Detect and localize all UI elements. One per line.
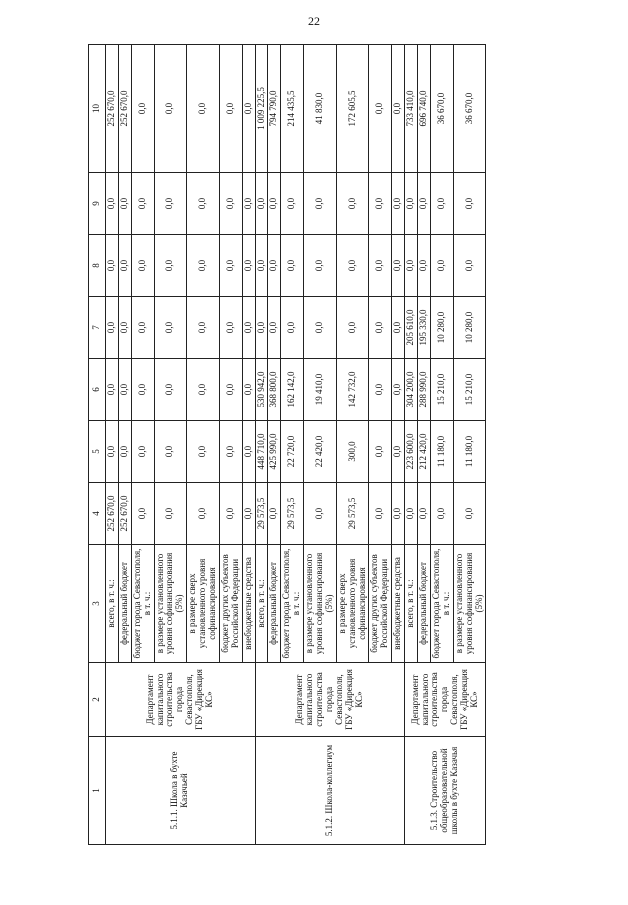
amount-cell: 0,0 <box>106 297 119 359</box>
amount-cell: 0,0 <box>154 297 187 359</box>
amount-cell: 15 210,0 <box>453 359 486 421</box>
amount-cell: 0,0 <box>304 483 337 545</box>
amount-cell: 0,0 <box>430 483 453 545</box>
amount-cell: 0,0 <box>187 45 220 173</box>
amount-cell: 0,0 <box>219 173 242 235</box>
amount-cell: 0,0 <box>219 421 242 483</box>
amount-cell: 0,0 <box>304 297 337 359</box>
amount-cell: 252 670,0 <box>106 483 119 545</box>
amount-cell: 11 180,0 <box>453 421 486 483</box>
amount-cell: 0,0 <box>106 359 119 421</box>
amount-cell: 0,0 <box>304 173 337 235</box>
amount-cell: 0,0 <box>268 235 281 297</box>
amount-cell: 0,0 <box>392 235 405 297</box>
col-header: 5 <box>89 421 106 483</box>
amount-cell: 0,0 <box>268 483 281 545</box>
amount-cell: 162 142,0 <box>281 359 304 421</box>
amount-cell: 0,0 <box>219 45 242 173</box>
amount-cell: 0,0 <box>242 235 255 297</box>
amount-cell: 0,0 <box>392 359 405 421</box>
funding-source-cell: в размере установленного уровня софинансирования (5%) <box>304 545 337 663</box>
amount-cell: 530 942,0 <box>255 359 268 421</box>
amount-cell: 0,0 <box>242 173 255 235</box>
amount-cell: 19 410,0 <box>304 359 337 421</box>
amount-cell: 223 600,0 <box>405 421 418 483</box>
table-row <box>255 45 268 845</box>
amount-cell: 0,0 <box>131 297 154 359</box>
amount-cell: 0,0 <box>219 297 242 359</box>
amount-cell: 0,0 <box>392 421 405 483</box>
amount-cell: 0,0 <box>154 173 187 235</box>
amount-cell: 0,0 <box>131 359 154 421</box>
funding-source-cell: в размере установленного уровня софинансирования (5%) <box>154 545 187 663</box>
funding-source-cell: федеральный бюджет <box>268 545 281 663</box>
amount-cell: 0,0 <box>430 235 453 297</box>
amount-cell: 0,0 <box>369 173 392 235</box>
amount-cell: 0,0 <box>154 421 187 483</box>
amount-cell: 0,0 <box>118 421 131 483</box>
funding-source-cell: бюджет других субъектов Российской Федерации <box>219 545 242 663</box>
col-header: 3 <box>89 545 106 663</box>
amount-cell: 0,0 <box>154 483 187 545</box>
amount-cell: 41 830,0 <box>304 45 337 173</box>
amount-cell: 0,0 <box>242 45 255 173</box>
amount-cell: 0,0 <box>131 421 154 483</box>
amount-cell: 0,0 <box>187 297 220 359</box>
amount-cell: 368 800,0 <box>268 359 281 421</box>
funding-source-cell: всего, в т. ч.: <box>255 545 268 663</box>
amount-cell: 0,0 <box>131 483 154 545</box>
amount-cell: 252 670,0 <box>106 45 119 173</box>
amount-cell: 11 180,0 <box>430 421 453 483</box>
amount-cell: 0,0 <box>268 173 281 235</box>
amount-cell: 0,0 <box>268 297 281 359</box>
amount-cell: 0,0 <box>255 297 268 359</box>
amount-cell: 0,0 <box>405 173 418 235</box>
amount-cell: 0,0 <box>219 235 242 297</box>
amount-cell: 0,0 <box>219 359 242 421</box>
amount-cell: 304 200,0 <box>405 359 418 421</box>
col-header: 8 <box>89 235 106 297</box>
amount-cell: 0,0 <box>369 235 392 297</box>
rotated-table-wrapper <box>88 45 558 845</box>
amount-cell: 794 790,0 <box>268 45 281 173</box>
col-header: 4 <box>89 483 106 545</box>
amount-cell: 252 670,0 <box>118 483 131 545</box>
funding-source-cell: всего, в т. ч.: <box>405 545 418 663</box>
col-header: 2 <box>89 663 106 737</box>
col-header: 9 <box>89 173 106 235</box>
col-header: 7 <box>89 297 106 359</box>
amount-cell: 29 573,5 <box>281 483 304 545</box>
amount-cell: 1 009 225,5 <box>255 45 268 173</box>
funding-source-cell: бюджет города Севастополя, в т. ч.: <box>430 545 453 663</box>
amount-cell: 205 610,0 <box>405 297 418 359</box>
amount-cell: 0,0 <box>187 421 220 483</box>
amount-cell: 22 720,0 <box>281 421 304 483</box>
amount-cell: 0,0 <box>242 421 255 483</box>
budget-table <box>88 44 486 845</box>
amount-cell: 0,0 <box>255 173 268 235</box>
amount-cell: 0,0 <box>392 45 405 173</box>
funding-source-cell: внебюджетные средства <box>392 545 405 663</box>
amount-cell: 0,0 <box>369 45 392 173</box>
amount-cell: 22 420,0 <box>304 421 337 483</box>
amount-cell: 0,0 <box>281 235 304 297</box>
amount-cell: 10 280,0 <box>453 297 486 359</box>
amount-cell: 214 435,5 <box>281 45 304 173</box>
amount-cell: 0,0 <box>187 235 220 297</box>
amount-cell: 0,0 <box>369 483 392 545</box>
amount-cell: 0,0 <box>281 173 304 235</box>
amount-cell: 0,0 <box>106 173 119 235</box>
funding-source-cell: в размере установленного уровня софинансирования (5%) <box>453 545 486 663</box>
project-name-cell: 5.1.1. Школа в бухте Казачьей <box>106 737 256 845</box>
amount-cell: 0,0 <box>242 359 255 421</box>
amount-cell: 0,0 <box>336 297 369 359</box>
amount-cell: 0,0 <box>131 235 154 297</box>
funding-source-cell: федеральный бюджет <box>418 545 431 663</box>
amount-cell: 696 740,0 <box>418 45 431 173</box>
amount-cell: 0,0 <box>242 297 255 359</box>
amount-cell: 425 990,0 <box>268 421 281 483</box>
amount-cell: 0,0 <box>219 483 242 545</box>
amount-cell: 0,0 <box>255 235 268 297</box>
amount-cell: 0,0 <box>369 421 392 483</box>
amount-cell: 0,0 <box>418 483 431 545</box>
funding-source-cell: бюджет других субъектов Российской Федерации <box>369 545 392 663</box>
funding-source-cell: бюджет города Севастополя, в т. ч.: <box>281 545 304 663</box>
funding-source-cell: бюджет города Севастополя, в т. ч.: <box>131 545 154 663</box>
amount-cell: 36 670,0 <box>430 45 453 173</box>
amount-cell: 195 330,0 <box>418 297 431 359</box>
amount-cell: 10 280,0 <box>430 297 453 359</box>
amount-cell: 0,0 <box>430 173 453 235</box>
table-body <box>106 45 486 845</box>
amount-cell: 0,0 <box>187 359 220 421</box>
amount-cell: 36 670,0 <box>453 45 486 173</box>
funding-source-cell: в размере сверх установленного уровня софинансирования <box>336 545 369 663</box>
table-row <box>405 45 418 845</box>
amount-cell: 0,0 <box>418 235 431 297</box>
amount-cell: 0,0 <box>118 297 131 359</box>
header-row <box>89 45 106 845</box>
funding-source-cell: в размере сверх установленного уровня софинансирования <box>187 545 220 663</box>
col-header: 6 <box>89 359 106 421</box>
col-header: 10 <box>89 45 106 173</box>
amount-cell: 0,0 <box>392 297 405 359</box>
amount-cell: 0,0 <box>392 483 405 545</box>
funding-source-cell: федеральный бюджет <box>118 545 131 663</box>
col-header: 1 <box>89 737 106 845</box>
executor-cell: Департамент капитального строительства города Севастополя, ГБУ «Дирекция КС» <box>405 663 486 737</box>
executor-cell: Департамент капитального строительства города Севастополя, ГБУ «Дирекция КС» <box>106 663 256 737</box>
amount-cell: 0,0 <box>336 235 369 297</box>
amount-cell: 300,0 <box>336 421 369 483</box>
amount-cell: 0,0 <box>418 173 431 235</box>
project-name-cell: 5.1.3. Строительство общеобразовательной школы в бухте Казачья <box>405 737 486 845</box>
amount-cell: 0,0 <box>304 235 337 297</box>
amount-cell: 29 573,5 <box>255 483 268 545</box>
amount-cell: 172 605,5 <box>336 45 369 173</box>
table-row <box>106 45 119 845</box>
amount-cell: 0,0 <box>369 359 392 421</box>
funding-source-cell: внебюджетные средства <box>242 545 255 663</box>
amount-cell: 733 410,0 <box>405 45 418 173</box>
amount-cell: 142 732,0 <box>336 359 369 421</box>
amount-cell: 0,0 <box>392 173 405 235</box>
amount-cell: 0,0 <box>405 235 418 297</box>
amount-cell: 15 210,0 <box>430 359 453 421</box>
amount-cell: 0,0 <box>187 483 220 545</box>
amount-cell: 212 420,0 <box>418 421 431 483</box>
amount-cell: 288 990,0 <box>418 359 431 421</box>
amount-cell: 0,0 <box>118 173 131 235</box>
amount-cell: 0,0 <box>118 235 131 297</box>
amount-cell: 0,0 <box>336 173 369 235</box>
amount-cell: 0,0 <box>453 173 486 235</box>
amount-cell: 0,0 <box>405 483 418 545</box>
amount-cell: 0,0 <box>242 483 255 545</box>
amount-cell: 0,0 <box>369 297 392 359</box>
amount-cell: 0,0 <box>131 45 154 173</box>
amount-cell: 0,0 <box>281 297 304 359</box>
executor-cell: Департамент капитального строительства города Севастополя, ГБУ «Дирекция КС» <box>255 663 405 737</box>
amount-cell: 0,0 <box>118 359 131 421</box>
amount-cell: 252 670,0 <box>118 45 131 173</box>
amount-cell: 0,0 <box>154 235 187 297</box>
amount-cell: 0,0 <box>131 173 154 235</box>
funding-source-cell: всего, в т. ч.: <box>106 545 119 663</box>
amount-cell: 0,0 <box>154 359 187 421</box>
page-number: 22 <box>308 14 320 28</box>
amount-cell: 29 573,5 <box>336 483 369 545</box>
amount-cell: 448 710,0 <box>255 421 268 483</box>
amount-cell: 0,0 <box>453 235 486 297</box>
amount-cell: 0,0 <box>106 421 119 483</box>
amount-cell: 0,0 <box>453 483 486 545</box>
project-name-cell: 5.1.2. Школа-коллегиум <box>255 737 405 845</box>
amount-cell: 0,0 <box>154 45 187 173</box>
amount-cell: 0,0 <box>106 235 119 297</box>
amount-cell: 0,0 <box>187 173 220 235</box>
